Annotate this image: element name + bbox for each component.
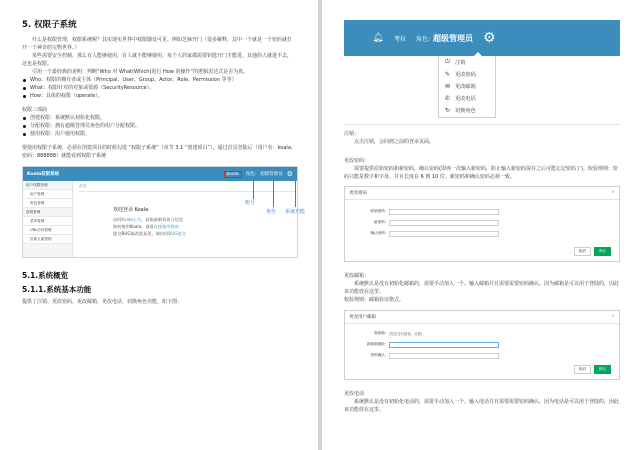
phone-section: [344, 390, 620, 414]
usage-paragraph: 要使用权限子系统，必须在创建项目的时候勾选 “权限子系统”（章节 3.1 “创建项目”），通过首页登陆后（用户名：koala，密码：888888）就能看到权限子系统: [22, 145, 296, 159]
right-page: [322, 0, 640, 450]
divider: [344, 124, 620, 125]
list-item: 分配权限：拥有超级管理员角色的用户分配权限。: [22, 122, 296, 130]
field-label: 新密码:: [374, 220, 386, 224]
koala-role-value: 超级管理员: [260, 172, 283, 177]
role-value: 超级管理员: [433, 33, 474, 43]
dialog-header: [345, 187, 619, 200]
pencil-icon: ✎: [444, 70, 451, 78]
koala-main: [79, 184, 295, 255]
guide-link[interactable]: 在线使用指南: [153, 224, 179, 229]
koala-screenshot: [22, 166, 306, 258]
email-description: 系统默认是没有初始化邮箱的，需要手动加入一个。输入邮箱并且需要需要密码确认。因为邮箱是可以用于登陆的，因此该功能放在这里。: [344, 281, 620, 295]
logout-description: 点击注销，会回到之前的登录页面。: [354, 139, 435, 145]
confirm-password-input[interactable]: [389, 231, 499, 237]
menu-item-change-phone[interactable]: ✆ 更改电话: [444, 94, 476, 102]
sidebar-item-roles[interactable]: 角色管理: [23, 199, 72, 208]
field-label: 原邮箱:: [374, 331, 386, 335]
intro-paragraph-1: 什么是权限管理，权限系统呢？其实现实世界中权限随处可见。例如芝麻开门（很多解释，其中一个就是一个密码就打开一个神奇的宝物世界。）: [22, 37, 293, 51]
form-row: [345, 217, 619, 228]
phone-title: 更改电话: [344, 391, 365, 397]
bug-link[interactable]: BUG提交: [168, 231, 186, 236]
new-password-input[interactable]: [389, 220, 499, 226]
menu-item-switch-role[interactable]: ↻ 切换角色: [444, 106, 476, 114]
section-title-permission: 5. 权限子系统: [22, 20, 77, 30]
annotation-account: 账号: [245, 200, 256, 206]
annotation-role: 角色: [266, 209, 277, 215]
annotation-arrow: [295, 181, 296, 207]
user-name[interactable]: 考拉: [394, 35, 407, 43]
old-password-input[interactable]: [389, 209, 499, 215]
intro-paragraph-3: 引用一个最经典的说明：判断“Who 对 What(Which)进行 How 的操作”的逻辑表达式是否为真。: [32, 69, 249, 75]
sidebar-item-page-elements[interactable]: 页面元素管理: [23, 235, 72, 244]
koala-account[interactable]: koala: [224, 171, 242, 178]
change-email-dialog: [344, 310, 620, 380]
email-title: 更改邮箱：: [344, 273, 370, 279]
password-confirm-input[interactable]: [389, 353, 499, 359]
form-row: [345, 206, 619, 217]
refresh-icon: ↻: [444, 106, 451, 114]
who-what-how-list: [22, 76, 296, 100]
field-label: 确认密码:: [370, 231, 386, 235]
annotation-system: 系统功能: [285, 209, 306, 215]
dialog-title: 更改用户邮箱: [349, 315, 376, 320]
cancel-button[interactable]: 取消: [574, 247, 591, 256]
koala-topbar: [23, 167, 297, 181]
dialog-title: 更改密码: [349, 191, 367, 196]
koala-home-link[interactable]: Koala主页: [121, 217, 142, 222]
save-button[interactable]: 保存: [594, 365, 611, 374]
field-label: 密码确认:: [370, 353, 386, 357]
left-page: [0, 0, 318, 450]
breadcrumb[interactable]: 首页: [79, 184, 295, 192]
phone-icon: ✆: [444, 94, 451, 102]
logout-title: 注销：: [344, 131, 360, 137]
close-icon[interactable]: ×: [611, 190, 615, 195]
field-label: 新邮箱地址:: [366, 342, 386, 346]
change-password-dialog: [344, 186, 620, 262]
gear-icon[interactable]: ⚙: [286, 170, 293, 178]
menu-item-change-password[interactable]: ✎ 更改密码: [444, 70, 476, 78]
dialog-buttons: [574, 247, 611, 256]
sidebar-item-url[interactable]: URL访问管理: [23, 226, 72, 235]
list-item: Who：权限的拥有者或主体（Principal、User、Group、Actor、Role、Permission 等等）: [22, 76, 296, 84]
current-email-value: (您还没有邮箱，设置): [389, 332, 423, 336]
email-rule: 校验规则：邮箱验证格式。: [344, 297, 405, 303]
permission-steps-list: [22, 114, 296, 138]
power-icon: ⏻: [445, 58, 450, 65]
form-row: [345, 350, 619, 361]
password-description: 需要提供原始密码和新密码，确认密码(即再一次输入新密码，防止输入新密码保存之后可能忘记密码了)。校验规则：密码只能是数字和字母，并且长度在 6 到 10 位。新密码和确认密码必须一致。: [344, 166, 618, 180]
field-label: 原始密码:: [370, 209, 386, 213]
phone-description: 系统默认是没有初始化电话的，需要手动加入一个。输入电话并且需要需要密码确认。因为电话是可以用于登陆的，因此该功能放在这里。: [344, 399, 620, 413]
subheading-permission-steps: 权限三部曲: [22, 107, 48, 113]
welcome-title: 欢迎登录 Koala: [113, 207, 149, 213]
annotation-arrow: [273, 181, 274, 207]
list-item: 使用权限：用户使用权限。: [22, 130, 296, 138]
welcome-line-3: 提交BUG或改进意见，请访问BUG提交: [113, 231, 186, 236]
list-item: How：具体的权限（operate）。: [22, 92, 296, 100]
basic-description: 提供了注销、更改密码、更改邮箱、更改电话、切换角色功能，如下图：: [22, 299, 183, 305]
save-button[interactable]: 保存: [594, 247, 611, 256]
user-dropdown-menu: [438, 56, 496, 118]
gear-icon[interactable]: ⚙: [483, 30, 496, 46]
section-title-basic: 5.1.1.系统基本功能: [22, 285, 92, 294]
close-icon[interactable]: ×: [611, 314, 615, 319]
annotation-arrow: [253, 181, 254, 199]
user-banner: [344, 20, 620, 56]
mail-icon: ✉: [444, 82, 451, 90]
sidebar-item-resources[interactable]: 资源管理: [23, 208, 72, 217]
welcome-line-2: 如何使用Koala，查看在线使用指南: [113, 224, 179, 229]
sidebar-item-user-permission[interactable]: 用户权限管理: [23, 181, 72, 190]
menu-item-change-email[interactable]: ✉ 更改邮箱: [444, 82, 476, 90]
koala-brand: Koala权限系统: [27, 172, 60, 177]
cancel-button[interactable]: 取消: [574, 365, 591, 374]
list-item: What：权限针对的对象或资源（SecurityResource）。: [22, 84, 296, 92]
intro-paragraph-2: 某些需要安全控制，那么有人能够使用，有人就不能够使用，每个人的家都需要钥匙开门才能进。其他的人就进不去，这也是权限。: [22, 53, 293, 67]
form-row: [345, 339, 619, 350]
sidebar-item-users[interactable]: 用户管理: [23, 190, 72, 199]
koala-role-label: 角色:: [245, 172, 257, 177]
email-section: [344, 272, 620, 304]
form-row: [345, 228, 619, 239]
menu-pointer: [474, 52, 482, 56]
role-label: 角色:: [416, 35, 431, 43]
list-item: 创建权限：系统默认初始化权限。: [22, 114, 296, 122]
logout-section: [344, 130, 620, 146]
section-title-overview: 5.1.系统概览: [22, 271, 69, 280]
new-email-input[interactable]: [389, 342, 499, 348]
koala-sidebar: [23, 181, 73, 257]
password-title: 更改密码：: [344, 158, 370, 164]
sidebar-item-menus[interactable]: 菜单管理: [23, 217, 72, 226]
form-row: [345, 328, 619, 339]
menu-item-logout[interactable]: ⏻ 注销: [439, 56, 495, 68]
welcome-line-1: 访问Koala主页，获取最新资讯与信息: [113, 217, 184, 222]
bell-icon[interactable]: 🔔︎: [372, 33, 384, 43]
dialog-header: [345, 311, 619, 324]
password-section: [344, 157, 620, 181]
dialog-buttons: [574, 365, 611, 374]
